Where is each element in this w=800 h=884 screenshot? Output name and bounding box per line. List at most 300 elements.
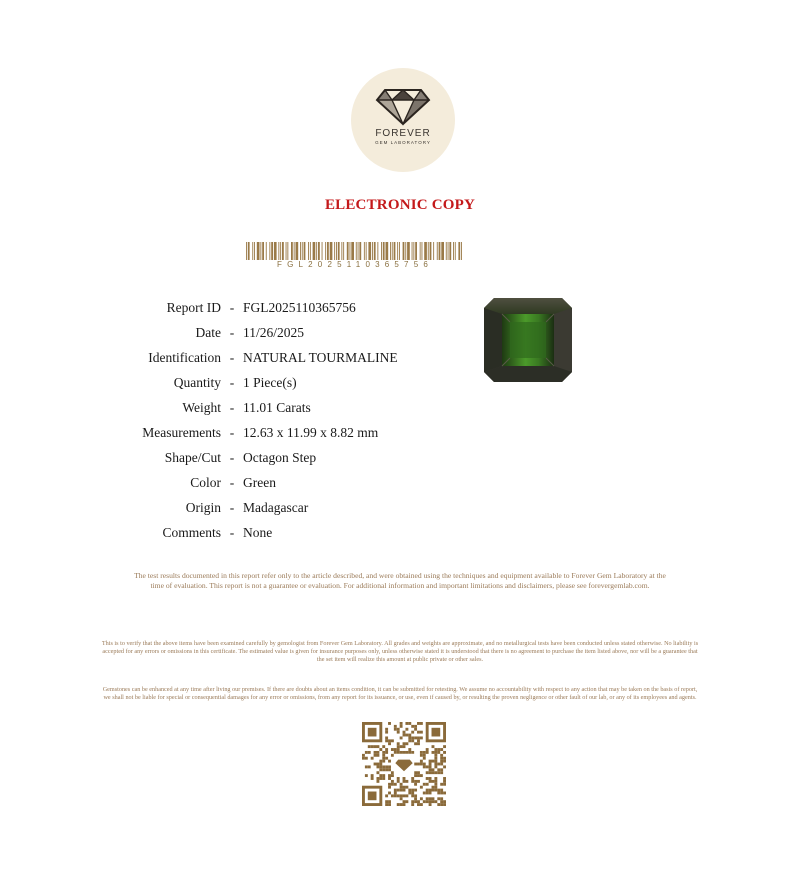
- row-color: [90, 470, 398, 495]
- qr-module: [385, 728, 388, 731]
- qr-module: [388, 783, 391, 786]
- qr-module: [403, 789, 406, 792]
- qr-module: [405, 794, 408, 797]
- qr-module: [443, 765, 446, 768]
- qr-module: [432, 780, 435, 783]
- barcode-bar: [461, 242, 462, 260]
- barcode-bar: [364, 242, 365, 260]
- qr-module: [385, 757, 388, 760]
- qr-module: [414, 794, 417, 797]
- qr-module: [400, 803, 403, 806]
- row-report-id: [90, 295, 398, 320]
- qr-module: [382, 777, 385, 780]
- barcode-bar: [343, 242, 344, 260]
- qr-module: [376, 763, 379, 766]
- qr-module: [382, 754, 385, 757]
- qr-module: [429, 780, 432, 783]
- qr-module: [426, 771, 429, 774]
- qr-module: [437, 751, 440, 754]
- barcode-bar: [437, 242, 438, 260]
- barcode-bar: [327, 242, 329, 260]
- qr-module: [440, 789, 443, 792]
- qr-module: [385, 803, 388, 806]
- barcode-bar: [449, 242, 451, 260]
- row-date: [90, 320, 398, 345]
- barcode-bar: [458, 242, 460, 260]
- barcode-bar: [322, 242, 323, 260]
- qr-module: [394, 728, 397, 731]
- qr-module: [437, 789, 440, 792]
- qr-module: [403, 734, 406, 737]
- qr-module: [429, 771, 432, 774]
- qr-module: [379, 748, 382, 751]
- row-measurements: [90, 420, 398, 445]
- qr-module: [437, 792, 440, 795]
- diamond-icon: [375, 88, 431, 126]
- logo-name: FOREVER: [375, 128, 431, 139]
- qr-module: [434, 765, 437, 768]
- qr-module: [382, 751, 385, 754]
- qr-module: [420, 754, 423, 757]
- qr-module: [429, 768, 432, 771]
- barcode-bar: [428, 242, 429, 260]
- barcode-text: FGL2025110365756: [276, 260, 433, 269]
- qr-module: [405, 728, 408, 731]
- barcode-bar: [386, 242, 389, 260]
- qr-module: [434, 777, 437, 780]
- barcode-bar: [269, 242, 270, 260]
- qr-module: [376, 754, 379, 757]
- qr-module: [432, 751, 435, 754]
- qr-module: [423, 763, 426, 766]
- qr-module: [371, 745, 374, 748]
- qr-module: [374, 745, 377, 748]
- qr-module: [385, 731, 388, 734]
- qr-module: [443, 760, 446, 763]
- qr-module: [437, 771, 440, 774]
- qr-module: [417, 763, 420, 766]
- qr-module: [388, 768, 391, 771]
- barcode-bar: [280, 242, 281, 260]
- barcode-bar: [381, 242, 382, 260]
- qr-module: [382, 765, 385, 768]
- qr-module: [423, 751, 426, 754]
- qr-module: [385, 748, 388, 751]
- qr-module: [423, 765, 426, 768]
- qr-module: [379, 760, 382, 763]
- qr-module: [400, 725, 403, 728]
- qr-module: [405, 786, 408, 789]
- barcode-bar: [316, 242, 317, 260]
- row-origin: [90, 495, 398, 520]
- qr-module: [400, 745, 403, 748]
- qr-module: [440, 760, 443, 763]
- qr-module: [385, 768, 388, 771]
- value-color: Green: [243, 474, 276, 490]
- qr-module: [411, 803, 414, 806]
- barcode-bar: [368, 242, 371, 260]
- qr-module: [414, 800, 417, 803]
- qr-module: [432, 797, 435, 800]
- label-origin: Origin: [185, 499, 221, 515]
- electronic-copy-label: ELECTRONIC COPY: [324, 197, 476, 213]
- qr-module: [417, 774, 420, 777]
- qr-module: [368, 751, 371, 754]
- barcode-bar: [455, 242, 456, 260]
- qr-module: [434, 783, 437, 786]
- qr-module: [411, 751, 414, 754]
- qr-module: [432, 760, 435, 763]
- label-weight: Weight: [182, 399, 221, 415]
- qr-module: [440, 757, 443, 760]
- barcode-bar: [446, 242, 447, 260]
- qr-module: [376, 745, 379, 748]
- qr-module: [388, 765, 391, 768]
- label-shape-cut: Shape/Cut: [164, 449, 221, 465]
- qr-module: [368, 745, 371, 748]
- qr-module: [388, 786, 391, 789]
- barcode-bar: [413, 242, 414, 260]
- barcode-bar: [294, 242, 295, 260]
- label-color: Color: [190, 474, 221, 490]
- separator: -: [229, 374, 235, 390]
- qr-module: [437, 763, 440, 766]
- barcode-bar: [372, 242, 373, 260]
- barcode-bar: [313, 242, 316, 260]
- qr-module: [397, 742, 400, 745]
- barcode-bar: [394, 242, 396, 260]
- qr-module: [388, 777, 391, 780]
- qr-module: [411, 794, 414, 797]
- qr-module: [382, 774, 385, 777]
- qr-module: [403, 731, 406, 734]
- qr-module: [371, 777, 374, 780]
- qr-module: [400, 736, 403, 739]
- qr-module: [429, 765, 432, 768]
- barcode-bar: [330, 242, 333, 260]
- qr-module: [411, 800, 414, 803]
- row-comments: [90, 520, 398, 545]
- barcode-bar: [296, 242, 299, 260]
- qr-module: [420, 763, 423, 766]
- qr-module: [417, 731, 420, 734]
- qr-module: [365, 751, 368, 754]
- qr-module: [432, 800, 435, 803]
- qr-module: [408, 734, 411, 737]
- qr-module: [385, 794, 388, 797]
- qr-module: [417, 780, 420, 783]
- label-report-id: Report ID: [166, 299, 221, 315]
- barcode-bar: [366, 242, 367, 260]
- qr-module: [374, 763, 377, 766]
- separator: -: [229, 524, 235, 540]
- qr-module: [429, 797, 432, 800]
- qr-module: [434, 748, 437, 751]
- qr-module: [417, 736, 420, 739]
- separator: -: [229, 299, 235, 315]
- qr-finder-center: [368, 792, 377, 801]
- qr-module: [368, 765, 371, 768]
- barcode-bar: [262, 242, 264, 260]
- qr-module: [391, 780, 394, 783]
- value-date: 11/26/2025: [243, 324, 305, 340]
- barcode-bar: [424, 242, 427, 260]
- qr-module: [388, 792, 391, 795]
- qr-finder-center: [432, 728, 441, 737]
- qr-module: [403, 803, 406, 806]
- qr-module: [432, 745, 435, 748]
- qr-module: [403, 800, 406, 803]
- row-quantity: [90, 370, 398, 395]
- qr-module: [420, 751, 423, 754]
- barcode-bar: [399, 242, 400, 260]
- verification-note: This is to verify that the above items have been examined carefully by gemologist from Forever Gem Laboratory. All grades and weights are approximate, and no metallurgical tests have been conducted unless stated otherwise. No liability is accepted for any errors or omissions in this certificate. The estimated value is given for insurance purposes only, unless otherwise stated it is understood that there is no agreement to purchase the item listed above, nor will be a guarantee that the set item will realize this amount at public private or other sales.: [101, 640, 699, 663]
- qr-module: [411, 789, 414, 792]
- qr-module: [394, 725, 397, 728]
- qr-module: [429, 777, 432, 780]
- barcode-bar: [358, 242, 359, 260]
- qr-finder-center: [368, 728, 377, 737]
- qr-module: [376, 780, 379, 783]
- qr-module: [423, 792, 426, 795]
- barcode-bar: [302, 242, 303, 260]
- qr-module: [394, 783, 397, 786]
- barcode-bar: [415, 242, 417, 260]
- qr-module: [405, 780, 408, 783]
- qr-module: [437, 768, 440, 771]
- qr-module: [426, 789, 429, 792]
- qr-module: [382, 768, 385, 771]
- barcode-bar: [356, 242, 357, 260]
- qr-module: [403, 794, 406, 797]
- qr-module: [434, 760, 437, 763]
- barcode-bar: [341, 242, 342, 260]
- qr-module: [414, 728, 417, 731]
- barcode-bar: [405, 242, 406, 260]
- qr-module: [417, 739, 420, 742]
- row-shape-cut: [90, 445, 398, 470]
- qr-module: [397, 728, 400, 731]
- qr-module: [397, 745, 400, 748]
- qr-module: [362, 757, 365, 760]
- qr-module: [437, 797, 440, 800]
- qr-module: [400, 794, 403, 797]
- qr-module: [411, 731, 414, 734]
- qr-module: [423, 754, 426, 757]
- separator: -: [229, 449, 235, 465]
- qr-module: [434, 771, 437, 774]
- qr-module: [388, 742, 391, 745]
- barcode-bar: [278, 242, 279, 260]
- barcode-bar: [383, 242, 385, 260]
- qr-module: [414, 789, 417, 792]
- barcode-bar: [350, 242, 351, 260]
- qr-module: [391, 754, 394, 757]
- qr-module: [417, 722, 420, 725]
- qr-module: [397, 780, 400, 783]
- qr-module: [391, 739, 394, 742]
- qr-module: [382, 745, 385, 748]
- qr-module: [397, 751, 400, 754]
- qr-module: [443, 792, 446, 795]
- value-report-id: FGL2025110365756: [243, 299, 356, 315]
- qr-module: [411, 725, 414, 728]
- qr-module: [432, 786, 435, 789]
- qr-module: [391, 783, 394, 786]
- qr-module: [417, 742, 420, 745]
- disclaimer-note: The test results documented in this report refer only to the article described, and were obtained using the techniques and equipment available to Forever Gem Laboratory at the time of evaluation. This report is not a guarantee or evaluation. For additional information and important limitations and disclaimers, please see forevergemlab.com.: [134, 571, 666, 590]
- qr-module: [371, 757, 374, 760]
- qr-module: [426, 751, 429, 754]
- qr-module: [429, 789, 432, 792]
- barcode-bar: [318, 242, 320, 260]
- qr-module: [434, 754, 437, 757]
- qr-module: [379, 765, 382, 768]
- qr-module: [417, 800, 420, 803]
- barcode-bar: [390, 242, 391, 260]
- qr-module: [420, 731, 423, 734]
- label-date: Date: [195, 324, 221, 340]
- qr-module: [388, 739, 391, 742]
- barcode-bar: [422, 242, 423, 260]
- qr-module: [397, 777, 400, 780]
- label-measurements: Measurements: [142, 424, 221, 440]
- qr-module: [434, 786, 437, 789]
- qr-module: [388, 760, 391, 763]
- qr-module: [440, 800, 443, 803]
- qr-module: [405, 742, 408, 745]
- qr-module: [365, 774, 368, 777]
- value-quantity: 1 Piece(s): [243, 374, 297, 390]
- row-weight: [90, 395, 398, 420]
- separator: -: [229, 424, 235, 440]
- qr-module: [408, 789, 411, 792]
- qr-module: [403, 742, 406, 745]
- barcode-bar: [248, 242, 250, 260]
- qr-module: [414, 771, 417, 774]
- qr-module: [414, 763, 417, 766]
- qr-module: [443, 751, 446, 754]
- qr-module: [420, 797, 423, 800]
- qr-module: [426, 765, 429, 768]
- qr-module: [382, 757, 385, 760]
- lab-logo: [351, 68, 455, 172]
- barcode-bar: [336, 242, 337, 260]
- qr-module: [434, 789, 437, 792]
- qr-module: [426, 783, 429, 786]
- qr-module: [423, 800, 426, 803]
- barcode-bar: [246, 242, 247, 260]
- qr-module: [408, 748, 411, 751]
- qr-module: [379, 774, 382, 777]
- barcode-bar: [304, 242, 306, 260]
- qr-module: [429, 800, 432, 803]
- barcode-bar: [287, 242, 288, 260]
- qr-module: [443, 783, 446, 786]
- qr-module: [432, 768, 435, 771]
- qr-module: [408, 792, 411, 795]
- qr-module: [376, 751, 379, 754]
- qr-module: [405, 722, 408, 725]
- qr-module: [394, 789, 397, 792]
- qr-module: [362, 754, 365, 757]
- barcode-bar: [334, 242, 335, 260]
- qr-module: [408, 739, 411, 742]
- barcode-bar: [254, 242, 255, 260]
- qr-module: [400, 783, 403, 786]
- qr-module: [414, 783, 417, 786]
- qr-module: [420, 786, 423, 789]
- qr-module: [388, 774, 391, 777]
- qr-module: [429, 760, 432, 763]
- qr-module: [420, 774, 423, 777]
- qr-module: [391, 771, 394, 774]
- barcode-bar: [441, 242, 444, 260]
- qr-module: [417, 771, 420, 774]
- qr-code[interactable]: [362, 722, 446, 806]
- barcode: [246, 242, 464, 260]
- qr-module: [426, 800, 429, 803]
- barcode-bar: [282, 242, 284, 260]
- barcode-bar: [310, 242, 311, 260]
- qr-module: [405, 734, 408, 737]
- qr-module: [391, 794, 394, 797]
- qr-module: [411, 780, 414, 783]
- barcode-bar: [252, 242, 253, 260]
- qr-module: [405, 800, 408, 803]
- value-shape-cut: Octagon Step: [243, 449, 317, 465]
- qr-module: [394, 751, 397, 754]
- qr-module: [408, 751, 411, 754]
- qr-module: [388, 800, 391, 803]
- qr-module: [400, 797, 403, 800]
- qr-module: [374, 751, 377, 754]
- qr-module: [420, 722, 423, 725]
- qr-module: [440, 792, 443, 795]
- qr-module: [397, 789, 400, 792]
- qr-module: [443, 757, 446, 760]
- logo-subtitle: GEM LABORATORY: [375, 140, 431, 145]
- qr-module: [397, 731, 400, 734]
- qr-module: [400, 786, 403, 789]
- qr-module: [400, 789, 403, 792]
- qr-module: [397, 794, 400, 797]
- barcode-bar: [260, 242, 261, 260]
- qr-module: [388, 722, 391, 725]
- value-measurements: 12.63 x 11.99 x 8.82 mm: [243, 424, 379, 440]
- qr-module: [434, 757, 437, 760]
- value-weight: 11.01 Carats: [243, 399, 311, 415]
- qr-module: [411, 777, 414, 780]
- qr-module: [440, 754, 443, 757]
- qr-module: [379, 768, 382, 771]
- qr-module: [429, 763, 432, 766]
- qr-module: [403, 751, 406, 754]
- qr-module: [411, 792, 414, 795]
- value-comments: None: [243, 524, 273, 540]
- qr-module: [385, 739, 388, 742]
- qr-module: [403, 777, 406, 780]
- qr-module: [434, 800, 437, 803]
- qr-module: [414, 742, 417, 745]
- qr-module: [397, 748, 400, 751]
- qr-module: [391, 774, 394, 777]
- qr-module: [414, 774, 417, 777]
- qr-module: [379, 763, 382, 766]
- barcode-bar: [433, 242, 434, 260]
- qr-module: [423, 783, 426, 786]
- qr-module: [437, 803, 440, 806]
